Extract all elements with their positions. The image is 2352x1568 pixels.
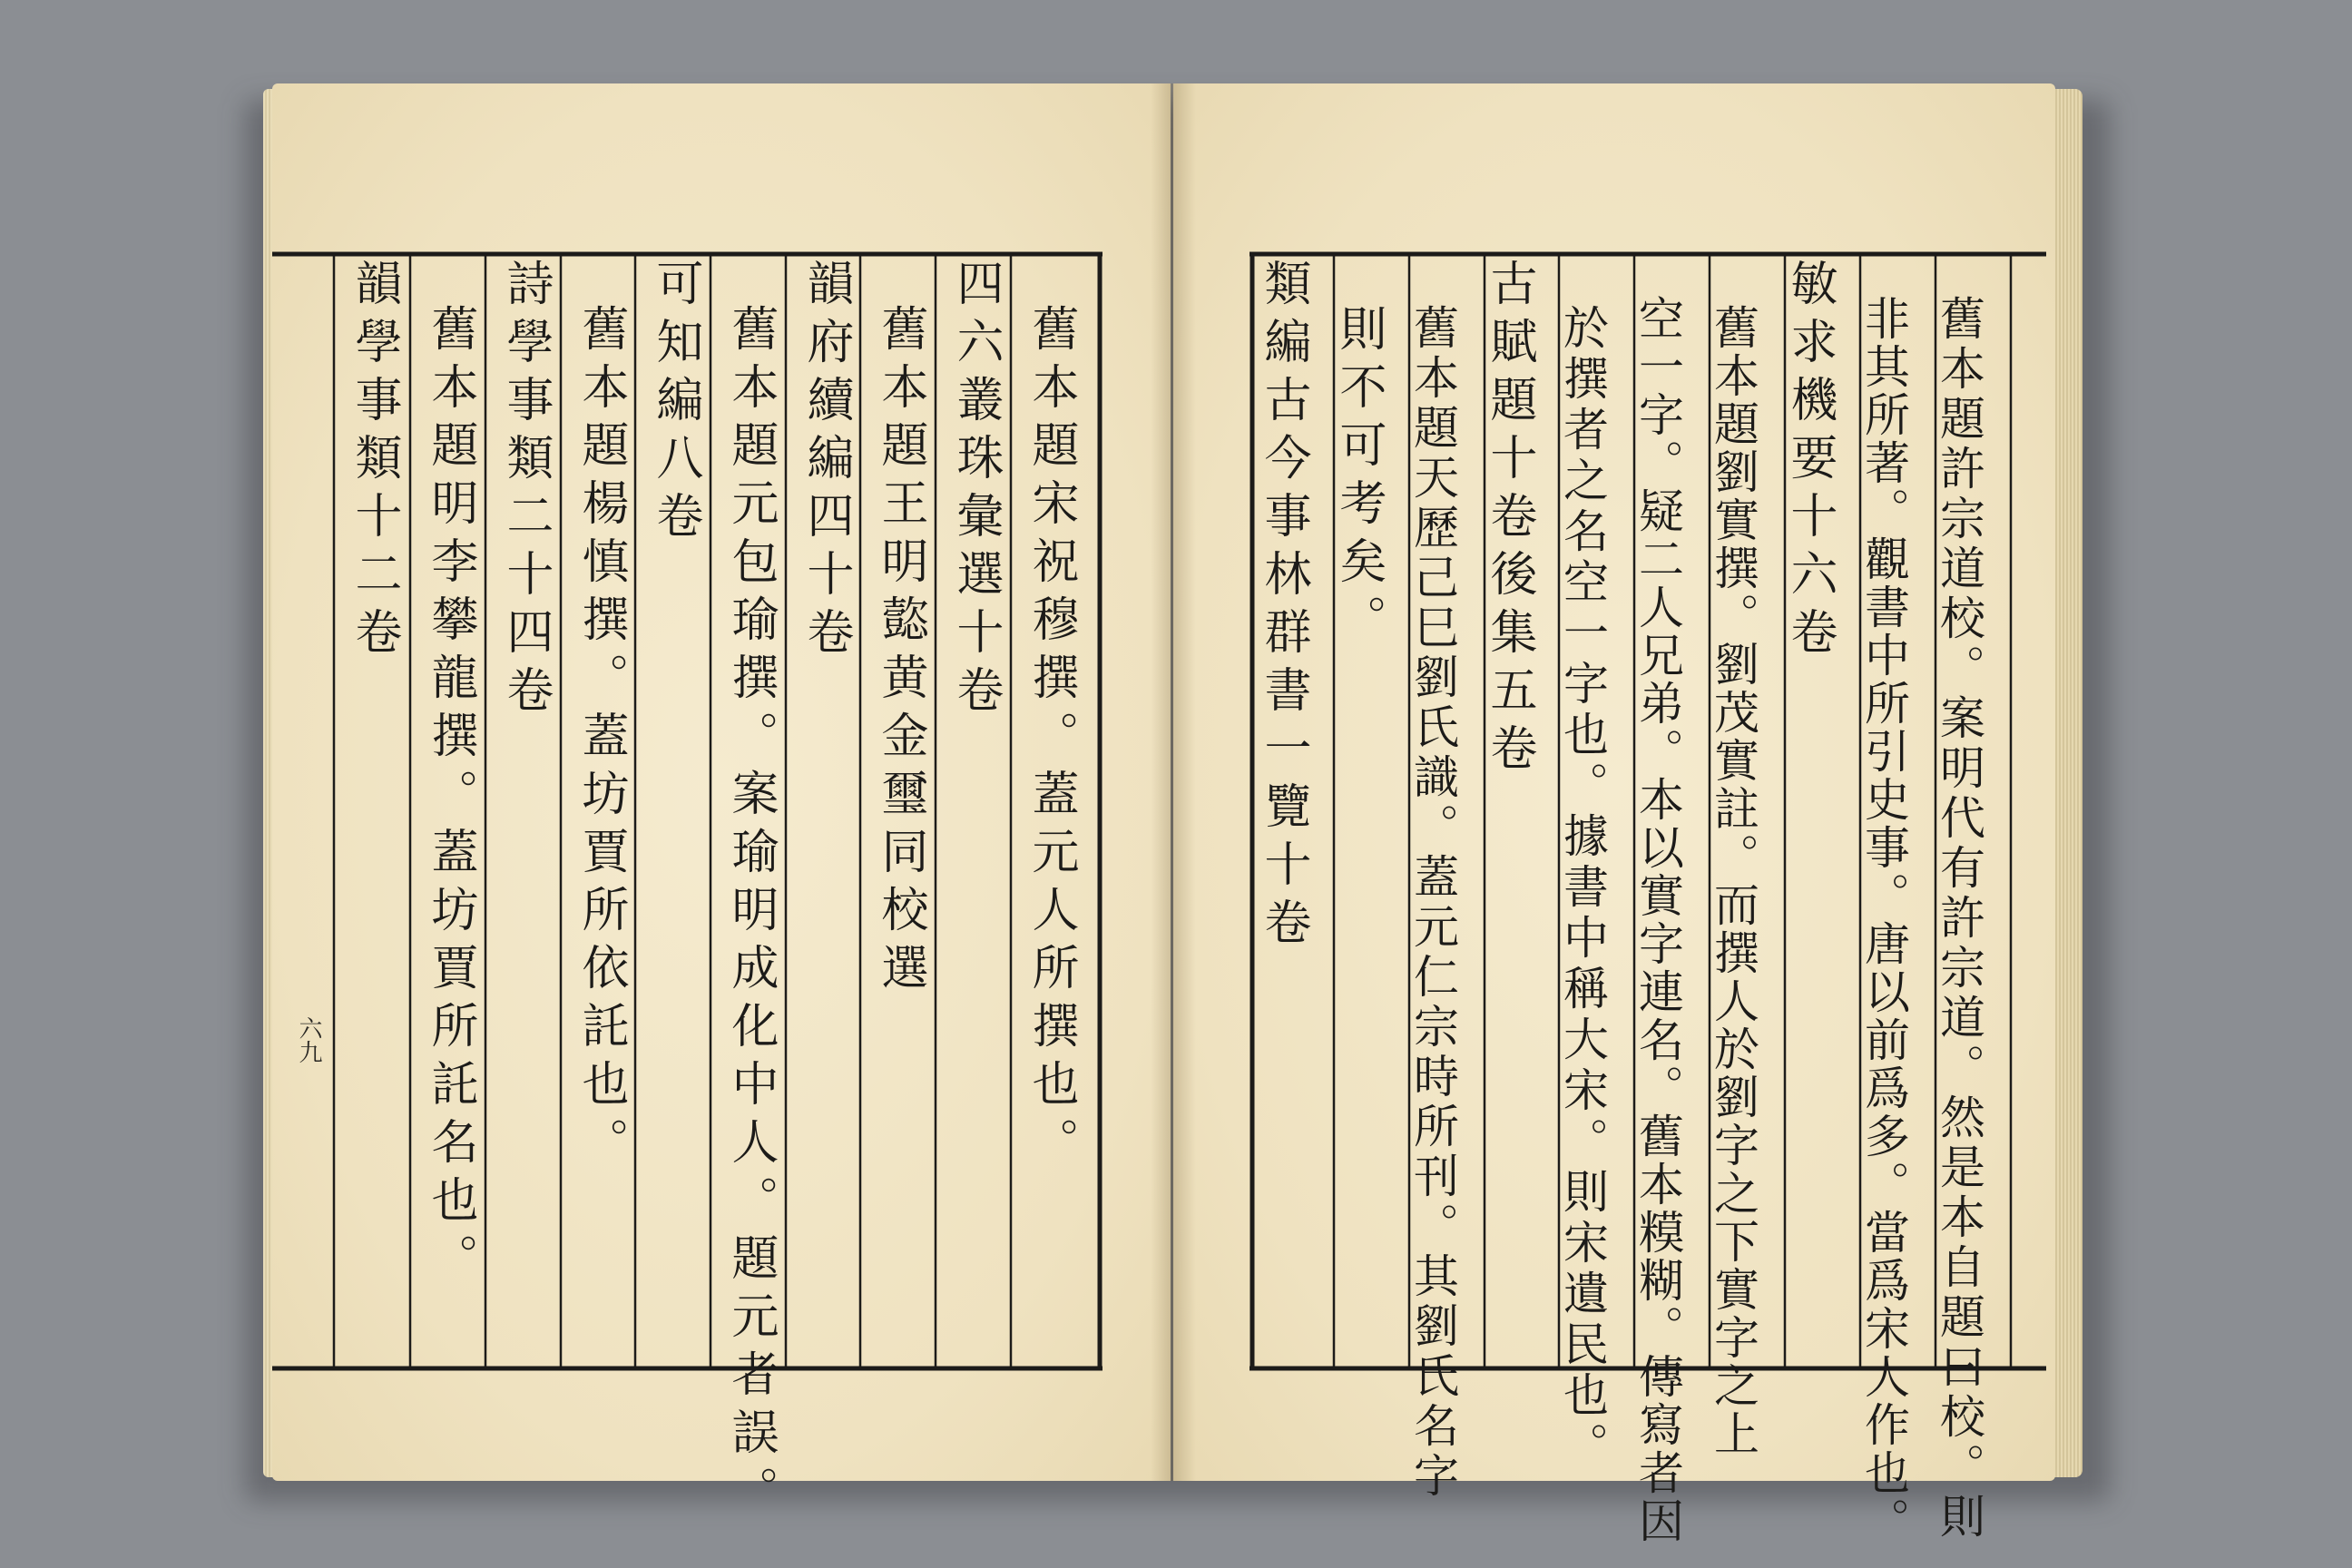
right-column-8: 舊本題天歷己巳劉氏識。蓋元仁宗時所刊。其劉氏名字 <box>1406 304 1459 1502</box>
right-column-5: 空一字。疑二人兄弟。本以實字連名。舊本糢糊。傳寫者因 <box>1632 295 1684 1545</box>
right-column-7: 古賦題十卷後集五卷 <box>1482 259 1536 781</box>
right-column-2: 非其所著。觀書中所引史事。唐以前爲多。當爲宋人作也。 <box>1857 295 1910 1545</box>
left-column-4: 韻府續編四十卷 <box>799 259 853 665</box>
left-column-8: 詩學事類二十四卷 <box>498 259 553 723</box>
left-column-6: 可知編八卷 <box>648 259 702 549</box>
left-column-9: 舊本題明李攀龍撰。蓋坊賈所託名也。 <box>423 304 477 1291</box>
left-column-10: 韻學事類十二卷 <box>347 259 401 665</box>
left-column-3: 舊本題王明㦤黄金璽同校選 <box>873 304 927 1001</box>
left-column-2: 四六叢珠彙選十卷 <box>948 259 1003 723</box>
folio-number: 六九 <box>295 1016 322 1063</box>
left-column-7: 舊本題楊慎撰。蓋坊賈所依託也。 <box>573 304 628 1175</box>
right-column-10: 類編古今事林群書一覽十卷 <box>1256 259 1310 956</box>
right-column-4: 舊本題劉實撰。劉茂實註。而撰人於劉字之下實字之上 <box>1707 304 1759 1458</box>
left-column-1: 舊本題宋祝穆撰。蓋元人所撰也。 <box>1024 304 1078 1175</box>
left-column-5: 舊本題元包瑜撰。案瑜明成化中人。題元者誤。 <box>723 304 778 1524</box>
right-column-3: 敏求機要十六卷 <box>1782 259 1837 665</box>
right-column-1: 舊本題許宗道校。案明代有許宗道。然是本自題曰校。則 <box>1933 295 1985 1543</box>
right-column-6: 於撰者之名空一字也。據書中稱大宋。則宋遺民也。 <box>1556 304 1609 1473</box>
right-column-9: 則不可考矣。 <box>1331 304 1386 652</box>
